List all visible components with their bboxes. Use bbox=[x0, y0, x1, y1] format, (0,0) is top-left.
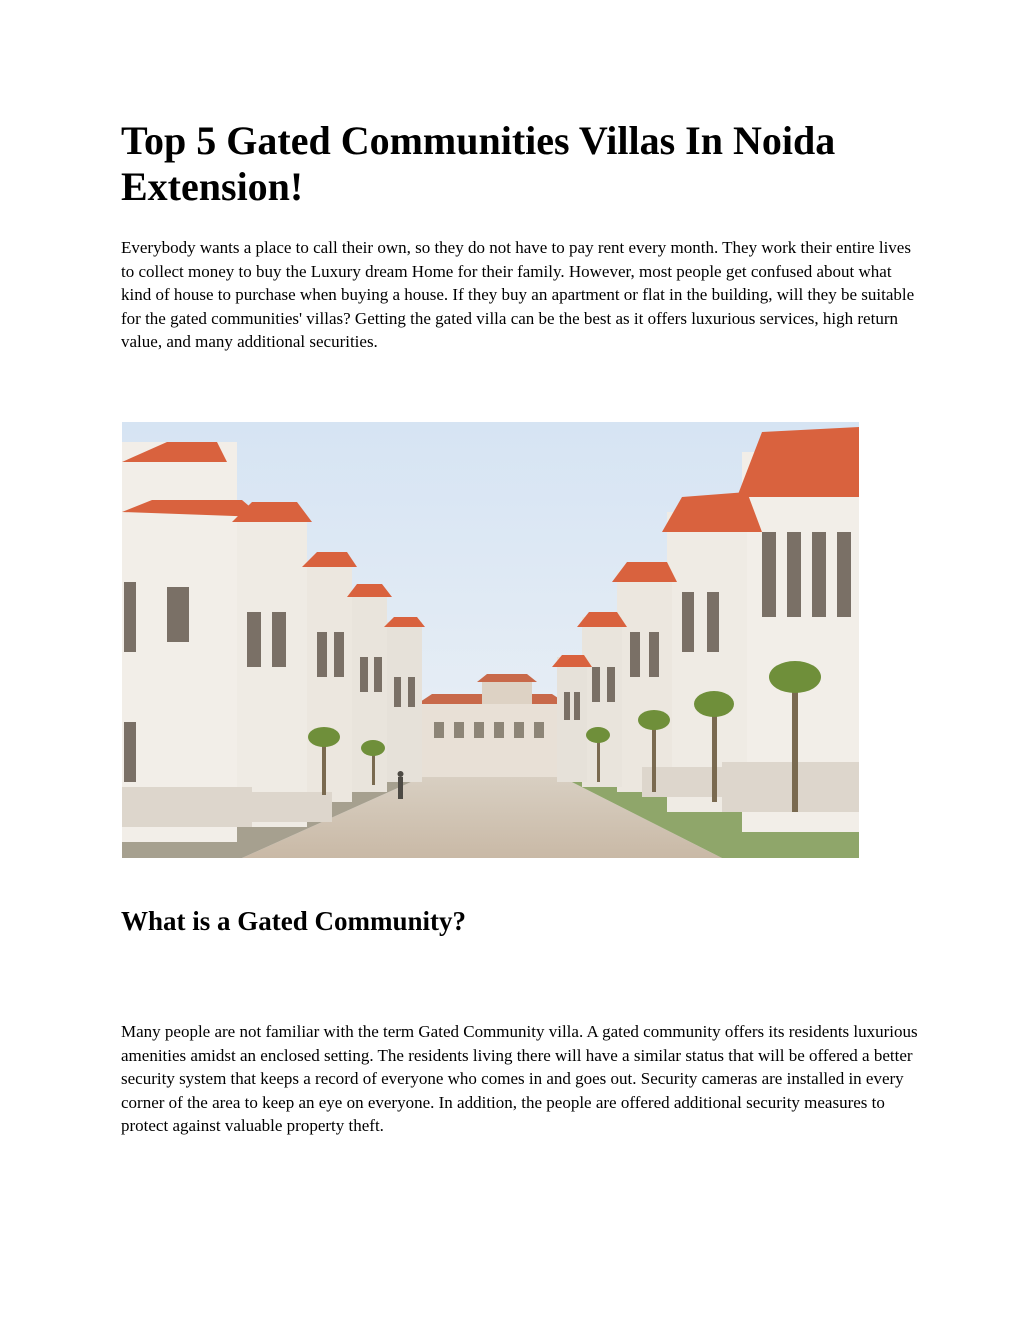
section-heading: What is a Gated Community? bbox=[121, 906, 467, 936]
intro-paragraph: Everybody wants a place to call their own, so they do not have to pay rent every month. They work their entire lives to collect money to buy the Luxury dream Home for their family. However, most people get confused about what kind of house to purchase when buying a house. If they buy an apartment or flat in the building, will they be suitable for the gated communities' villas? Getting the gated villa can be the best as it offers luxurious services, high return value, and many additional securities. bbox=[121, 238, 915, 351]
gated-community-villas-photo bbox=[122, 422, 859, 858]
page-title: Top 5 Gated Communities Villas In Noida Extension! bbox=[121, 118, 836, 209]
section-paragraph: Many people are not familiar with the term Gated Community villa. A gated community offers its residents luxurious amenities amidst an enclosed setting. The residents living there will have a similar status that will be offered a better security system that keeps a record of everyone who comes in and goes out. Security cameras are installed in every corner of the area to keep an eye on everyone. In addition, the people are offered additional security measures to protect against valuable property theft. bbox=[121, 1022, 918, 1135]
